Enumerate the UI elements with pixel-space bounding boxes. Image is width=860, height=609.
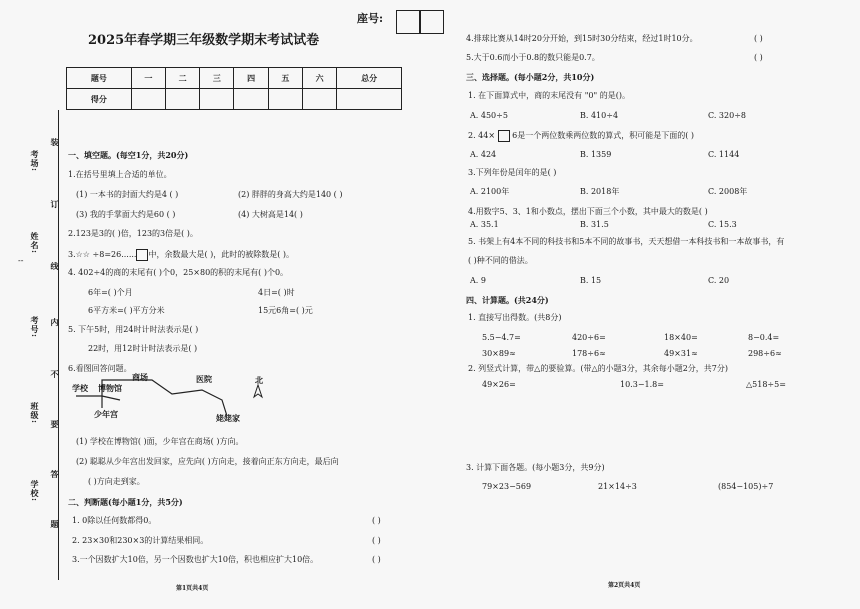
question-text: ( )种不同的借法。 (468, 256, 533, 265)
north-arrow-icon (253, 385, 263, 399)
question-text (68, 249, 294, 261)
question-text-part: 2. 44× (468, 131, 496, 140)
option-c: C. 320÷8 (708, 111, 746, 120)
table-row (67, 89, 402, 110)
score-cell[interactable] (131, 89, 165, 110)
option-c: C. 2008年 (708, 187, 748, 196)
calc-item: 79×23−569 (482, 482, 532, 491)
option-c: C. 20 (708, 276, 730, 285)
question-text: 4日=( )时 (258, 288, 295, 297)
score-cell[interactable] (165, 89, 199, 110)
binding-char: 要 (50, 420, 60, 429)
question-text: 5. 书架上有4本不同的科技书和5本不同的故事书，天天想借一本科技书和一本故事书，有 (468, 237, 785, 246)
question-text: 22时，用12时计时法表示是( ) (88, 344, 198, 353)
question-text-part: 3.☆☆ ÷8=26...... (68, 250, 137, 259)
answer-paren[interactable]: ( ) (754, 53, 763, 62)
question-text: 1. 在下面算式中，商的末尾没有 "0" 的是()。 (468, 91, 630, 100)
map-label-school: 学校 (72, 383, 88, 393)
option-a: A. 424 (470, 150, 497, 159)
calc-item: 420÷6= (572, 333, 606, 342)
score-cell[interactable] (234, 89, 268, 110)
map-label-museum: 博物馆 (98, 383, 122, 393)
answer-paren[interactable]: ( ) (372, 536, 381, 545)
option-a: A. 9 (470, 276, 486, 285)
question-text: 3.下列年份是闰年的是( ) (468, 168, 557, 177)
calc-item: 298÷6≈ (748, 349, 782, 358)
option-b: B. 410÷4 (580, 111, 619, 120)
question-text: 15元6角=( )元 (258, 306, 313, 315)
calc-item: △518÷5= (746, 380, 786, 389)
binding-char: 装 (50, 138, 60, 147)
calc-item: 21×14÷3 (598, 482, 637, 491)
question-text: 4.排球比赛从14时20分开始，到15时30分结束，经过1时10分。 (466, 34, 698, 43)
question-text: 1.在括号里填上合适的单位。 (68, 170, 172, 179)
answer-paren[interactable]: ( ) (754, 34, 763, 43)
map-label-youth-palace: 少年宫 (94, 409, 118, 419)
calc-item: 49×31≈ (664, 349, 698, 358)
calc-item: 18×40= (664, 333, 698, 342)
question-text-part: 中，余数最大是( )，此时的被除数是( )。 (148, 250, 295, 259)
section-2-title: 二、判断题(每小题1分，共5分) (68, 497, 183, 507)
question-text: (2) 胖胖的身高大约是140 ( ) (238, 190, 343, 199)
route-branch (102, 396, 120, 400)
blank-box[interactable] (136, 249, 148, 261)
page-footer: 第1页共4页 (176, 585, 209, 592)
question-text: 2.123是3的( )倍，123的3倍是( )。 (68, 229, 198, 238)
option-b: B. 31.5 (580, 220, 609, 229)
calc-item: 10.3−1.8= (620, 380, 664, 389)
table-row-label: 得分 (67, 89, 132, 110)
name-label: 姓名: (30, 232, 40, 254)
option-a: A. 35.1 (470, 220, 499, 229)
map-label-grandma-home: 姥姥家 (216, 413, 240, 423)
seat-number-box[interactable] (420, 10, 444, 34)
score-cell[interactable] (302, 89, 336, 110)
blank-box[interactable] (498, 130, 510, 142)
question-text: ( )方向走到家。 (88, 477, 145, 486)
table-header-cell: 四 (234, 68, 268, 89)
question-text: 1. 直接写出得数。(共8分) (468, 313, 562, 322)
class-label: 班级: (30, 402, 40, 424)
section-4-title: 四、计算题。(共24分) (466, 295, 549, 305)
map-label-north: 北 (255, 375, 263, 385)
option-b: B. 15 (580, 276, 602, 285)
margin-dash: -- (18, 256, 24, 265)
calc-item: 30×89≈ (482, 349, 516, 358)
calc-item: 8−0.4= (748, 333, 780, 342)
table-header-cell: 总分 (337, 68, 402, 89)
score-cell[interactable] (200, 89, 234, 110)
question-text-part: 6是一个两位数乘两位数的算式，积可能是下面的( ) (512, 131, 695, 140)
question-text: (1) 学校在博物馆( )面，少年宫在商场( )方向。 (76, 437, 244, 446)
table-row (67, 68, 402, 89)
table-header-cell: 三 (200, 68, 234, 89)
question-text: 2. 列竖式计算，带△的要验算。(带△的小题3分，其余每小题2分，共7分) (468, 364, 728, 373)
table-header-cell: 五 (268, 68, 302, 89)
answer-paren[interactable]: ( ) (372, 516, 381, 525)
table-header-cell: 六 (302, 68, 336, 89)
table-header-cell: 二 (165, 68, 199, 89)
question-text: (4) 大树高是14( ) (238, 210, 303, 219)
school-label: 学校: (30, 480, 40, 502)
question-text: 5.大于0.6而小于0.8的数只能是0.7。 (466, 53, 600, 62)
score-cell[interactable] (337, 89, 402, 110)
seat-number-box[interactable] (396, 10, 420, 34)
section-3-title: 三、选择题。(每小题2分，共10分) (466, 72, 595, 82)
page-footer: 第2页共4页 (608, 582, 641, 589)
option-a: A. 450÷5 (470, 111, 508, 120)
option-b: B. 2018年 (580, 187, 620, 196)
option-a: A. 2100年 (470, 187, 510, 196)
calc-item: 49×26= (482, 380, 516, 389)
question-text: 6.看图回答问题。 (68, 364, 132, 373)
question-text: (3) 我的手掌面大约是60 ( ) (76, 210, 176, 219)
answer-paren[interactable]: ( ) (372, 555, 381, 564)
score-cell[interactable] (268, 89, 302, 110)
binding-line (58, 110, 59, 580)
exam-room-label: 考场: (30, 150, 40, 172)
binding-char: 题 (50, 520, 60, 529)
score-table (66, 67, 402, 110)
map-label-mall: 商场 (132, 372, 148, 382)
binding-char: 答 (50, 470, 60, 479)
binding-char: 不 (50, 370, 60, 379)
calc-item: (854−105)÷7 (718, 482, 774, 491)
question-text: 6年=( )个月 (88, 288, 133, 297)
binding-char: 线 (50, 262, 60, 271)
section-1-title: 一、填空题。(每空1分，共20分) (68, 150, 189, 160)
table-header-cell: 一 (131, 68, 165, 89)
calc-item: 5.5−4.7= (482, 333, 521, 342)
option-b: B. 1359 (580, 150, 612, 159)
binding-char: 订 (50, 200, 60, 209)
question-text: 4.用数字5、3、1和小数点，摆出下面三个小数，其中最大的数是( ) (468, 207, 708, 216)
question-text: (2) 聪聪从少年宫出发回家，应先向( )方向走，接着向正东方向走，最后向 (76, 457, 339, 466)
question-text: 6平方米=( )平方分米 (88, 306, 165, 315)
question-text (468, 130, 694, 142)
question-text: (1) 一本书的封面大约是4 ( ) (76, 190, 179, 199)
question-text: 1. 0除以任何数都得0。 (72, 516, 157, 525)
option-c: C. 1144 (708, 150, 740, 159)
binding-char: 内 (50, 318, 60, 327)
question-text: 2. 23×30和230×3的计算结果相同。 (72, 536, 209, 545)
map-label-hospital: 医院 (196, 374, 212, 384)
question-text: 3.一个因数扩大10倍，另一个因数也扩大10倍，积也相应扩大10倍。 (72, 555, 319, 564)
question-text: 3. 计算下面各题。(每小题3分，共9分) (466, 463, 605, 472)
calc-item: 178÷6≈ (572, 349, 606, 358)
seat-label: 座号: (357, 12, 384, 25)
exam-number-label: 考号: (30, 316, 40, 338)
option-c: C. 15.3 (708, 220, 737, 229)
question-text: 4. 402÷4的商的末尾有( )个0，25×80的积的末尾有( )个0。 (68, 268, 289, 277)
question-text: 5. 下午5时，用24时计时法表示是( ) (68, 325, 199, 334)
exam-title: 2025年春学期三年级数学期末考试试卷 (88, 33, 320, 48)
table-header-cell: 题号 (67, 68, 132, 89)
